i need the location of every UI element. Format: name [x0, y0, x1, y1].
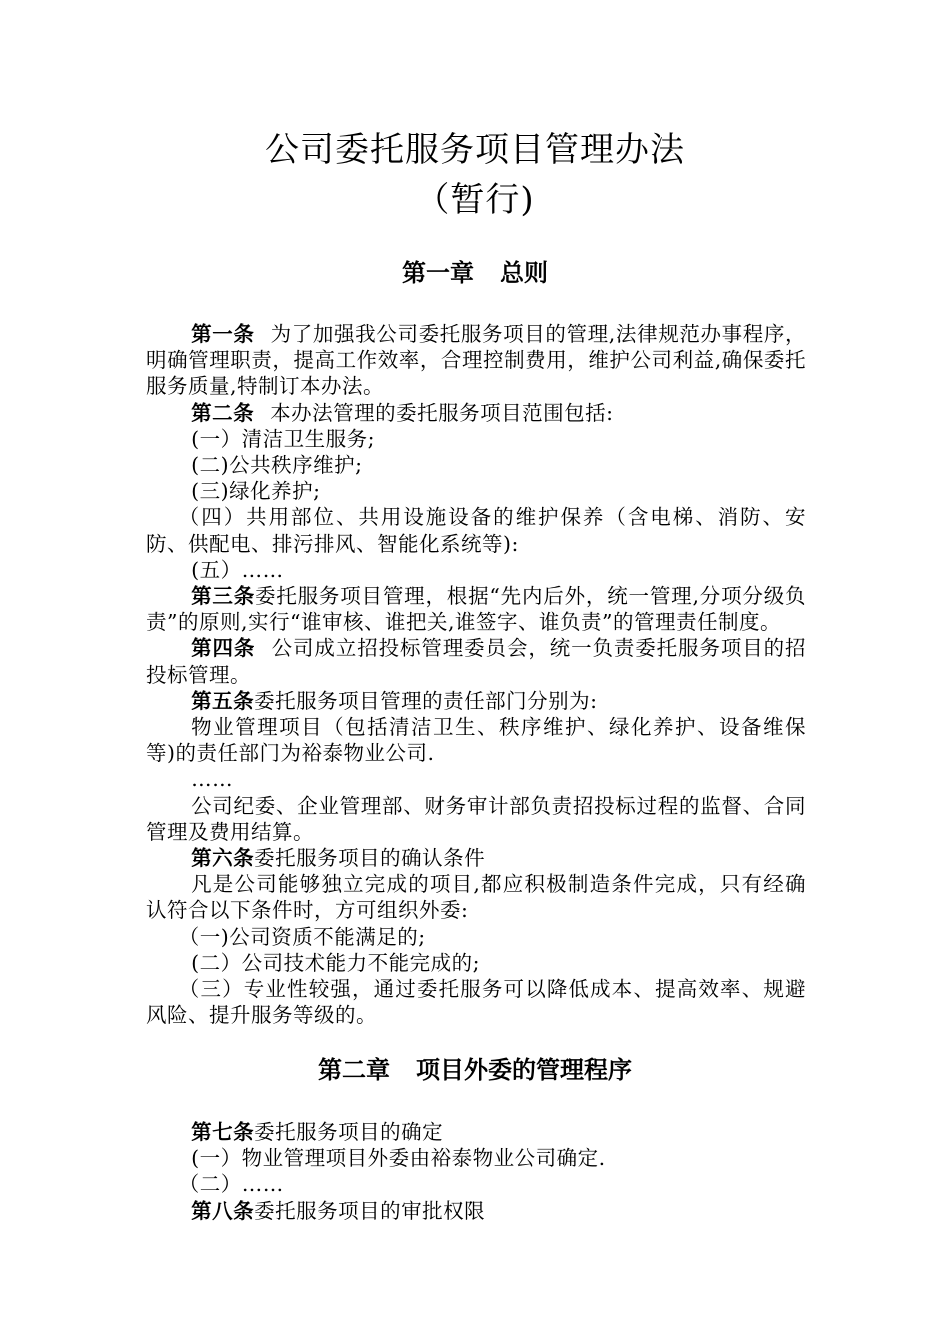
article-3	[146, 583, 806, 635]
article-text: 本办法管理的委托服务项目范围包括:	[270, 400, 614, 425]
article-label: 第六条	[191, 846, 255, 871]
article-label: 第五条	[191, 688, 255, 713]
document-title: 公司委托服务项目管理办法	[265, 130, 685, 170]
article-text: 委托服务项目管理的责任部门分别为:	[254, 688, 598, 713]
article-text: 为了加强我公司委托服务项目的管理,法律规范办事程序，明确管理职责，提高工作效率，合理控制费用，维护公司利益,确保委托服务质量,特制订本办法。	[146, 322, 807, 399]
article-label: 第一条	[191, 322, 255, 346]
chapter-name: 总则	[500, 259, 548, 287]
list-item: (二)公共秩序维护;	[191, 453, 363, 478]
article-1	[146, 321, 806, 400]
document-subtitle: （暂行)	[415, 180, 535, 220]
article-6	[146, 845, 806, 871]
chapter-1-body	[146, 321, 806, 1028]
article-5	[146, 688, 806, 714]
article-4	[146, 635, 806, 687]
article-label: 第八条	[191, 1198, 255, 1223]
article-label: 第七条	[191, 1120, 255, 1144]
article-label: 第四条	[191, 636, 256, 661]
chapter-heading-2	[0, 1055, 950, 1085]
list-item: (三)绿化养护;	[191, 479, 321, 504]
article-label: 第二条	[191, 400, 255, 425]
chapter-heading-1	[0, 258, 950, 288]
chapter-number: 第一章	[402, 259, 474, 287]
list-item: （一)公司资质不能满足的;	[178, 924, 426, 949]
article-label: 第三条	[191, 584, 256, 609]
article-2	[146, 400, 806, 426]
list-item: 公司纪委、企业管理部、财务审计部负责招投标过程的监督、合同管理及费用结算。	[146, 793, 806, 844]
article-text: 委托服务项目管理，根据“先内后外，统一管理,分项分级负责”的原则,实行“谁审核、谁把关,谁签字、谁负责”的管理责任制度。	[146, 584, 806, 635]
list-item: (五）……	[191, 557, 284, 582]
article-text: 委托服务项目的确认条件	[254, 846, 486, 871]
list-item: (一）物业管理项目外委由裕泰物业公司确定.	[191, 1146, 606, 1171]
list-item: 物业管理项目（包括清洁卫生、秩序维护、绿化养护、设备维保等)的责任部门为裕泰物业公司.	[146, 715, 806, 766]
list-item: (二）公司技术能力不能完成的;	[191, 950, 480, 975]
chapter-name: 项目外委的管理程序	[416, 1056, 632, 1084]
list-item: ……	[191, 767, 234, 792]
article-8	[146, 1198, 806, 1224]
article-text: 委托服务项目的确定	[254, 1120, 444, 1144]
list-item: （四）共用部位、共用设施设备的维护保养（含电梯、消防、安防、供配电、排污排风、智能化系统等):	[146, 505, 806, 556]
list-item: (一）清洁卫生服务;	[191, 426, 375, 451]
chapter-2-body	[146, 1119, 806, 1224]
list-item: （三）专业性较强，通过委托服务可以降低成本、提高效率、规避风险、提升服务等级的。	[146, 977, 806, 1028]
article-7	[146, 1119, 806, 1145]
list-item: （二）……	[178, 1172, 284, 1197]
list-item: 凡是公司能够独立完成的项目,都应积极制造条件完成，只有经确认符合以下条件时，方可组织外委:	[146, 872, 806, 923]
article-text: 委托服务项目的审批权限	[254, 1198, 486, 1223]
article-text: 公司成立招投标管理委员会，统一负责委托服务项目的招投标管理。	[146, 636, 807, 687]
chapter-number: 第二章	[318, 1056, 390, 1084]
